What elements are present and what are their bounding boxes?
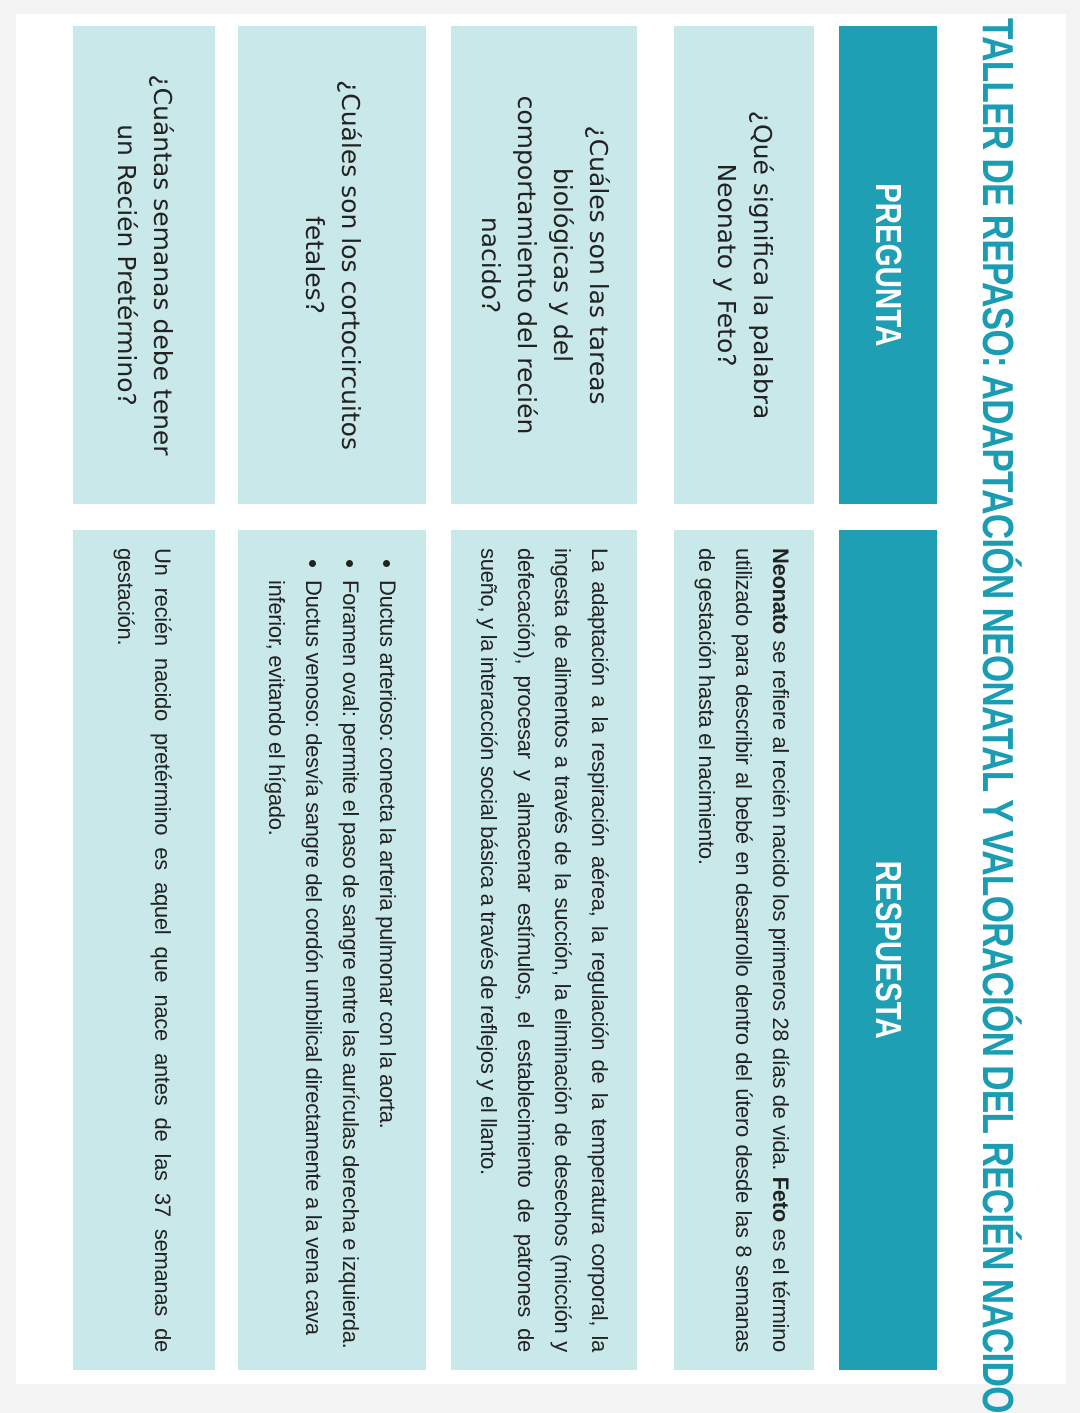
term-neonato: Neonato — [768, 548, 794, 634]
feto-definition: es el término utilizado para describir al bebé en desarrollo dentro del útero desde las 8 semanas de gestación hasta el nacimiento. — [694, 548, 794, 1352]
answer-text: La adaptación a la respiración aérea, la regulación de la temperatura corporal, la ingesta de alimentos a través de la succión, la eliminación de desechos (micción y defecación), procesar y almacenar estímulos, el establecimiento de patrones de sueño, y la interacción social básica a través de reflejos y el llanto. — [476, 548, 612, 1352]
question-cell-3 — [238, 26, 426, 504]
list-item: • Ductus venoso: desvía sangre del cordón umbilical directamente a la vena cava inferior, evitando el hígado. — [258, 580, 332, 1352]
answer-cell-1 — [674, 530, 814, 1370]
shunt-list — [258, 548, 406, 1352]
question-cell-4 — [73, 26, 215, 504]
answer-cell-3 — [238, 530, 426, 1370]
header-answer — [839, 530, 937, 1370]
answer-cell-2 — [451, 530, 637, 1370]
question-cell-1 — [674, 26, 814, 504]
question-text: ¿Cuáles son los cortocircuitos fetales? — [300, 79, 365, 450]
header-answer-label: RESPUESTA — [868, 860, 909, 1040]
question-text: ¿Cuántas semanas debe tener un Recién Pretérmino? — [112, 74, 177, 456]
answer-text: Un recién nacido pretérmino es aquel que nace antes de las 37 semanas de gestación. — [113, 548, 175, 1352]
neonato-definition: se refiere al recién nacido los primeros 28 días de vida. — [768, 633, 794, 1177]
list-item: • Ductus arterioso: conecta la arteria pulmonar con la aorta. — [369, 580, 406, 1352]
question-text: ¿Cuáles son las tareas biológicas y del comportamiento del recién nacido? — [476, 95, 613, 435]
answer-text — [689, 548, 800, 1352]
page-title: TALLER DE REPASO: ADAPTACIÓN NEONATAL Y VALORACIÓN DEL RECIÉN NACIDO — [973, 18, 1022, 1413]
answer-cell-4 — [73, 530, 215, 1370]
term-feto: Feto — [768, 1176, 794, 1222]
list-item: • Foramen oval: permite el paso de sangre entre las aurículas derecha e izquierda. — [332, 580, 369, 1352]
question-text: ¿Qué significa la palabra Neonato y Feto? — [712, 110, 777, 420]
question-cell-2 — [451, 26, 637, 504]
header-question-label: PREGUNTA — [868, 183, 909, 347]
header-question — [839, 26, 937, 504]
